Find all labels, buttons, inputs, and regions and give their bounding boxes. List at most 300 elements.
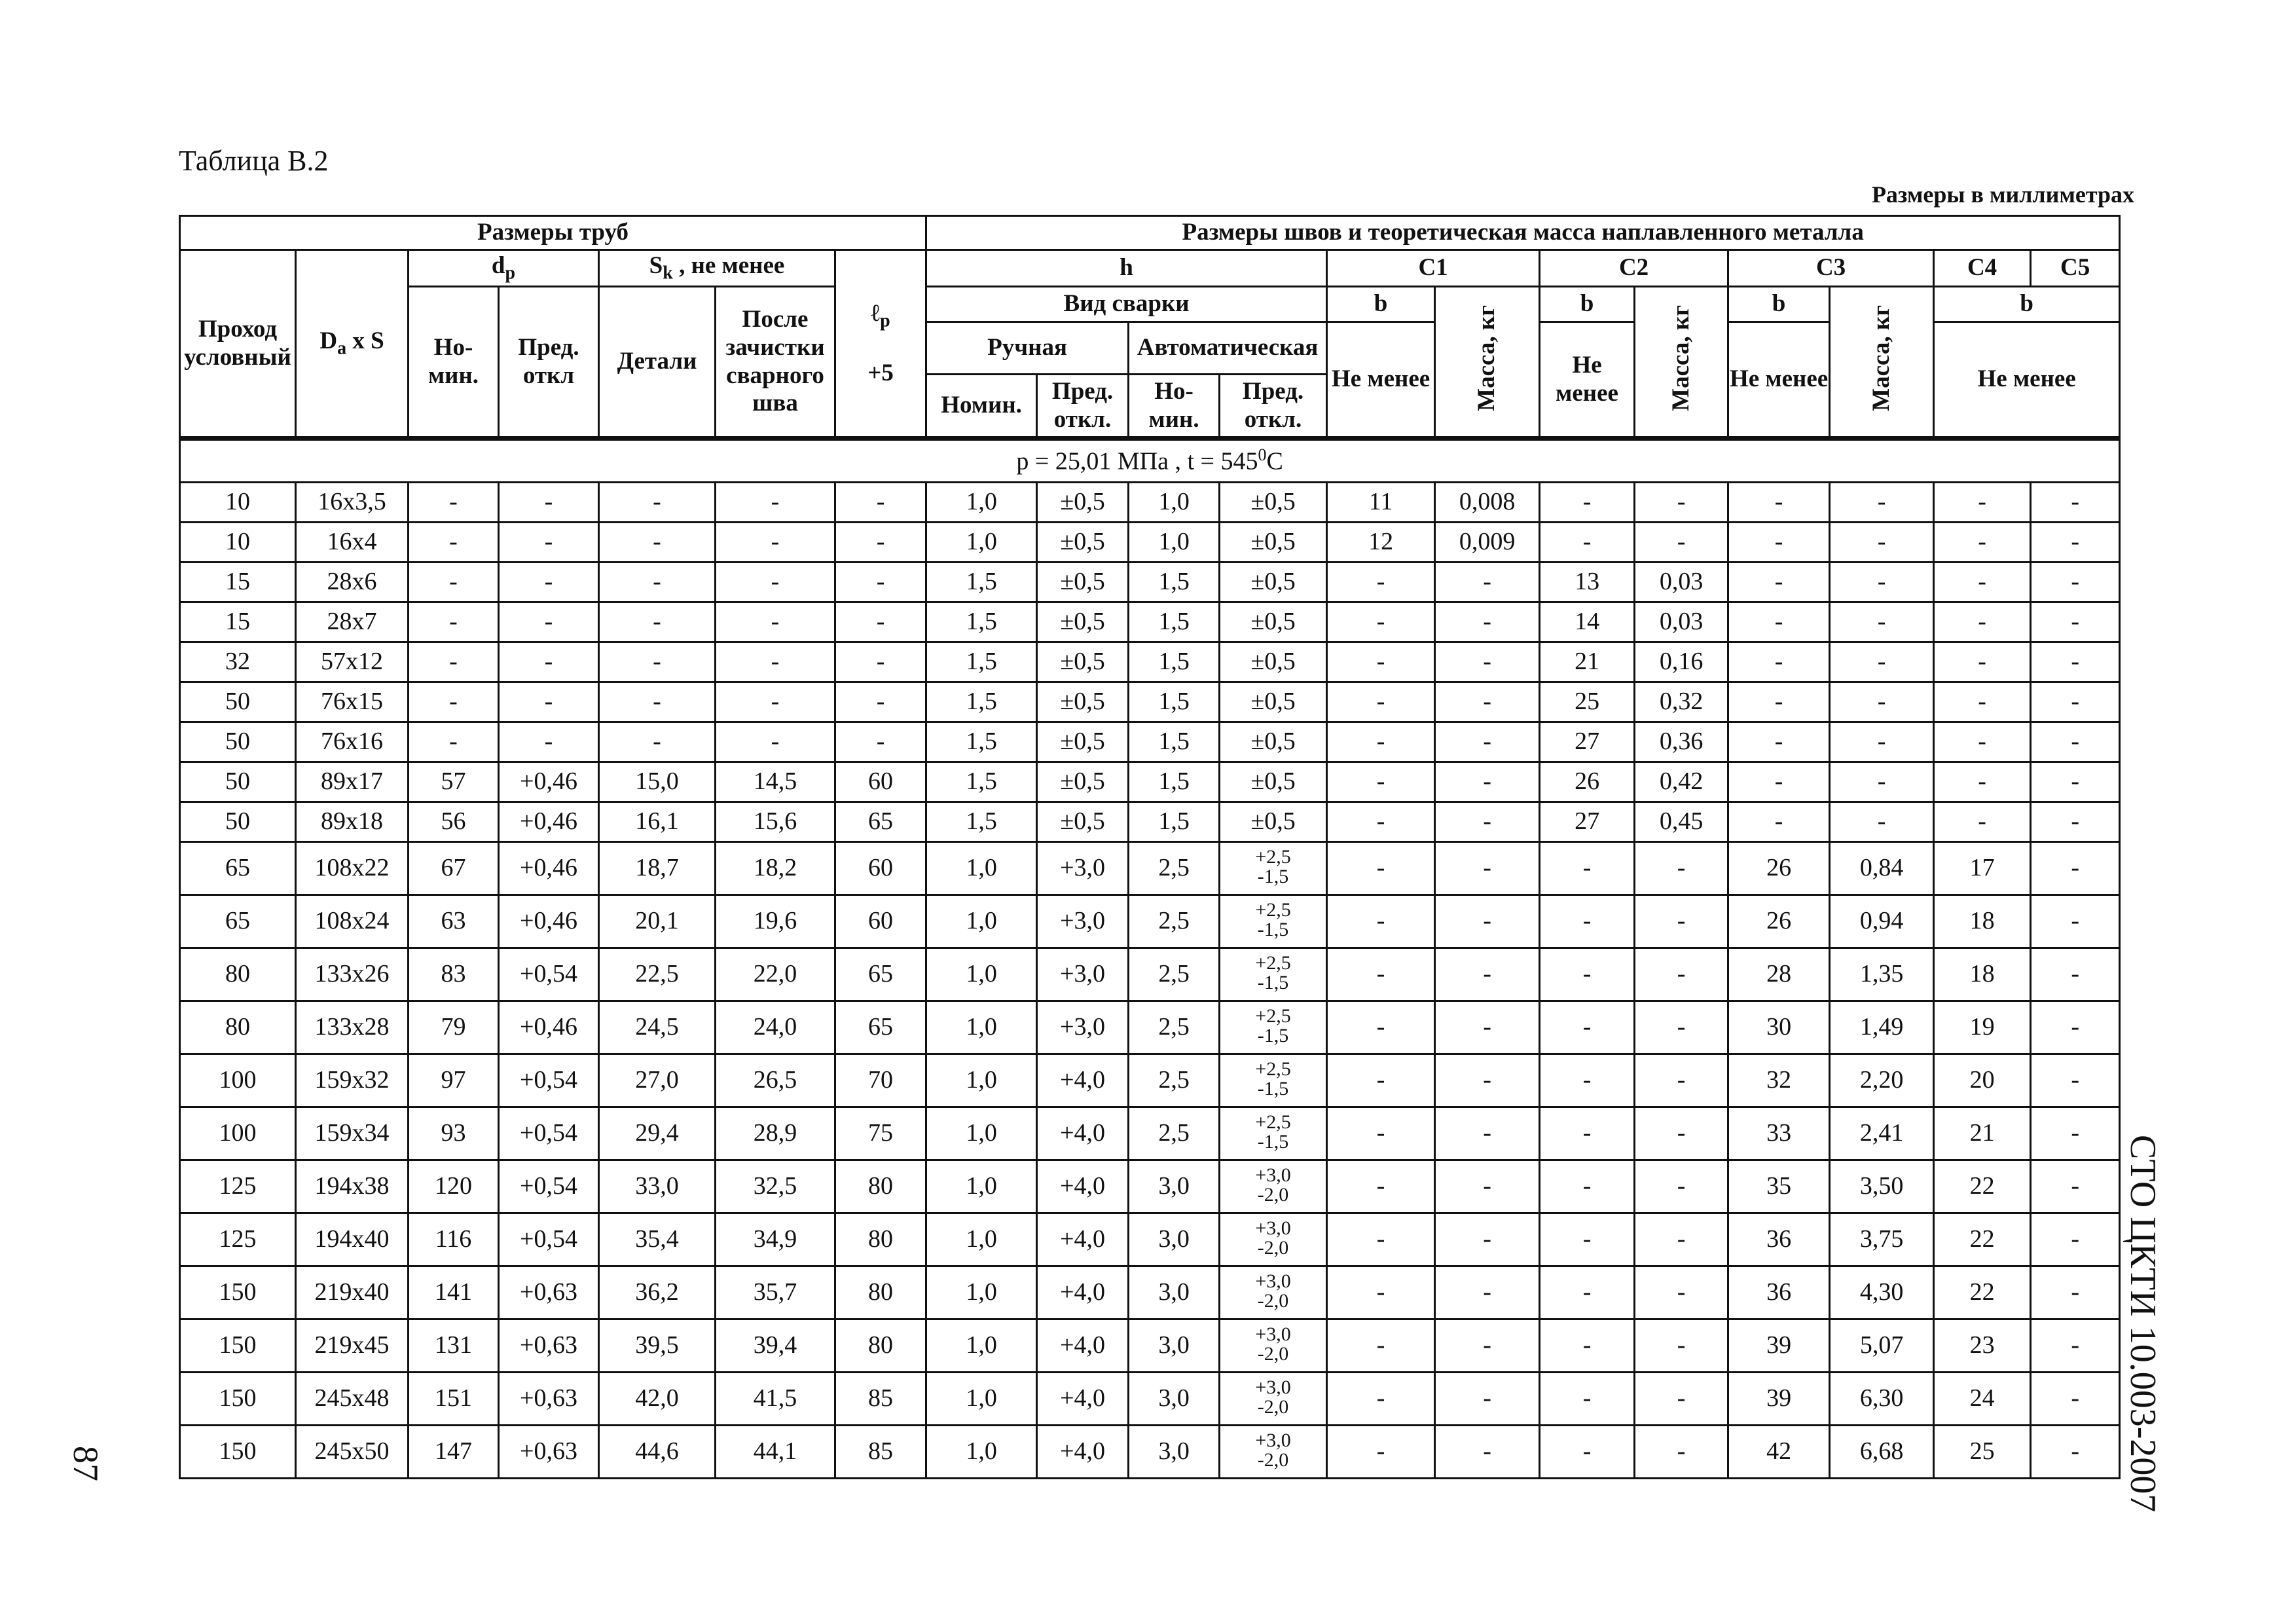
cell-h-auto-nom: 1,5 [1129,563,1220,602]
cell-sk-details: 15,0 [599,762,716,802]
cell-c5-b: - [2031,1001,2120,1054]
cell-sk-details: 35,4 [599,1213,716,1266]
cell-sk-details: 27,0 [599,1054,716,1107]
cell-c1-mass: - [1435,602,1540,642]
lp-main: ℓ [871,299,881,327]
cell-h-manual-tol: +4,0 [1037,1054,1129,1107]
cell-c3-b: 30 [1728,1001,1830,1054]
cell-nominal-bore: 50 [180,762,296,802]
da-sub: a [337,338,347,359]
cell-c3-b: - [1728,523,1830,563]
cell-lp: - [835,602,926,642]
cell-dp-tol: +0,46 [499,842,599,895]
cell-c1-mass: - [1435,1426,1540,1479]
cell-c4-b: - [1934,682,2031,722]
cell-h-manual-tol: +4,0 [1037,1320,1129,1373]
cell-c5-b: - [2031,1107,2120,1160]
cell-da-x-s: 108x22 [296,842,409,895]
cell-c5-b: - [2031,602,2120,642]
tolerance-pair: +2,5 -1,5 [1255,951,1291,993]
cell-da-x-s: 245x48 [296,1373,409,1426]
cell-h-manual-tol: +4,0 [1037,1266,1129,1320]
cell-c2-mass: 0,45 [1635,802,1728,842]
cell-c3-mass: 0,94 [1830,895,1934,948]
cell-c3-b: 39 [1728,1373,1830,1426]
table-caption: Таблица В.2 [179,145,329,177]
cell-lp: 60 [835,762,926,802]
cell-c2-b: - [1540,1266,1635,1320]
cell-dp-tol: +0,54 [499,1054,599,1107]
cell-c1-mass: - [1435,802,1540,842]
table-row [180,722,2120,762]
tolerance-pair: +3,0 -2,0 [1255,1217,1291,1259]
cell-h-auto-tol [1220,948,1327,1001]
cell-h-manual-tol: ±0,5 [1037,642,1129,682]
cell-c5-b: - [2031,762,2120,802]
cell-c5-b: - [2031,483,2120,523]
cell-dp-tol: - [499,722,599,762]
cell-dp-nom: 97 [409,1054,499,1107]
cell-sk-details: 20,1 [599,895,716,948]
cell-c2-b: - [1540,523,1635,563]
header-c2: C2 [1540,250,1728,287]
cell-dp-nom: - [409,682,499,722]
cell-h-auto-nom: 1,0 [1129,523,1220,563]
cell-c1-mass: - [1435,1266,1540,1320]
cell-c2-b: 25 [1540,682,1635,722]
cell-h-auto-tol [1220,1213,1327,1266]
tolerance-pair: +3,0 -2,0 [1255,1164,1291,1206]
cell-nominal-bore: 10 [180,483,296,523]
cell-c4-b: 24 [1934,1373,2031,1426]
cell-h-auto-tol [1220,1426,1327,1479]
table-row [180,1373,2120,1426]
cell-c2-mass: 0,16 [1635,642,1728,682]
cell-c1-b: - [1327,1001,1435,1054]
cell-sk-details: 22,5 [599,948,716,1001]
cell-h-manual-nom: 1,0 [926,1320,1037,1373]
cell-h-manual-nom: 1,0 [926,1426,1037,1479]
cell-da-x-s: 76x15 [296,682,409,722]
cell-h-manual-tol: ±0,5 [1037,523,1129,563]
cell-c3-b: 36 [1728,1266,1830,1320]
cell-sk-details: - [599,563,716,602]
cell-c2-mass: - [1635,483,1728,523]
cell-c1-mass: - [1435,1160,1540,1213]
cell-nominal-bore: 32 [180,642,296,682]
table-row [180,762,2120,802]
cell-da-x-s: 89x17 [296,762,409,802]
cell-sk-after: 24,0 [716,1001,835,1054]
cell-c4-b: 23 [1934,1320,2031,1373]
cell-h-manual-nom: 1,0 [926,1213,1037,1266]
cell-nominal-bore: 50 [180,682,296,722]
cell-sk-details: 24,5 [599,1001,716,1054]
table-row [180,1266,2120,1320]
cell-lp: 80 [835,1266,926,1320]
cell-sk-after: - [716,722,835,762]
header-c1: C1 [1327,250,1540,287]
cell-c1-mass: - [1435,682,1540,722]
cell-h-manual-tol: +3,0 [1037,895,1129,948]
tolerance-pair: +2,5 -1,5 [1255,898,1291,940]
cell-lp: 80 [835,1320,926,1373]
tolerance-pair: +3,0 -2,0 [1255,1323,1291,1365]
condition-row [180,439,2120,483]
cell-h-manual-tol: ±0,5 [1037,602,1129,642]
cell-h-auto-nom: 1,0 [1129,483,1220,523]
table-header [180,216,2120,439]
cell-h-manual-nom: 1,0 [926,1054,1037,1107]
cell-c1-mass: 0,008 [1435,483,1540,523]
cell-c3-mass: - [1830,523,1934,563]
cell-h-manual-nom: 1,5 [926,802,1037,842]
cell-c2-b: 27 [1540,722,1635,762]
cell-c1-mass: - [1435,563,1540,602]
table-row [180,1320,2120,1373]
sk-tail: , не менее [672,252,785,280]
cell-lp: 80 [835,1213,926,1266]
table-row [180,802,2120,842]
cell-c4-b: - [1934,722,2031,762]
cell-c5-b: - [2031,1373,2120,1426]
cell-c2-b: - [1540,483,1635,523]
cell-sk-after: 14,5 [716,762,835,802]
cell-h-auto-tol: ±0,5 [1220,483,1327,523]
cell-h-manual-nom: 1,0 [926,948,1037,1001]
cell-dp-nom: 79 [409,1001,499,1054]
cell-da-x-s: 16x4 [296,523,409,563]
cell-h-auto-tol [1220,1373,1327,1426]
cell-c2-mass: - [1635,948,1728,1001]
cell-c2-mass: - [1635,895,1728,948]
tolerance-pair: +2,5 -1,5 [1255,845,1291,887]
cell-lp: 60 [835,895,926,948]
cell-sk-after: - [716,642,835,682]
cell-c4-b: 19 [1934,1001,2031,1054]
cell-c2-mass: - [1635,1320,1728,1373]
cell-c2-b: - [1540,1160,1635,1213]
header-manual-tol: Пред. откл. [1037,375,1129,439]
cell-c3-mass: - [1830,682,1934,722]
cell-sk-details: 39,5 [599,1320,716,1373]
header-after-cleaning: После зачистки сварного шва [716,287,835,439]
cell-c3-mass: 6,68 [1830,1426,1934,1479]
cell-h-manual-nom: 1,5 [926,722,1037,762]
header-dp [409,250,599,287]
cell-c2-mass: - [1635,523,1728,563]
table-row [180,563,2120,602]
cell-sk-details: - [599,602,716,642]
cell-h-manual-tol: +4,0 [1037,1426,1129,1479]
cell-c3-mass: - [1830,602,1934,642]
cell-c1-b: - [1327,722,1435,762]
cell-c3-mass: 2,41 [1830,1107,1934,1160]
cell-h-manual-tol: +3,0 [1037,842,1129,895]
pipe-weld-table [179,215,2121,1479]
cell-sk-details: - [599,483,716,523]
cell-sk-after: - [716,602,835,642]
cell-c5-b: - [2031,948,2120,1001]
cell-da-x-s: 245x50 [296,1426,409,1479]
cell-c2-b: - [1540,842,1635,895]
cell-nominal-bore: 65 [180,842,296,895]
cell-h-manual-nom: 1,0 [926,1160,1037,1213]
header-automatic: Автоматическая [1129,322,1327,375]
cell-c1-mass: - [1435,1373,1540,1426]
tolerance-pair: +2,5 -1,5 [1255,1058,1291,1099]
da-main: D [319,327,338,355]
header-dp-nom: Но-мин. [409,287,499,439]
cell-c4-b: - [1934,642,2031,682]
table-row [180,1426,2120,1479]
cell-c5-b: - [2031,1266,2120,1320]
cell-c2-b: 14 [1540,602,1635,642]
cell-h-auto-tol [1220,1107,1327,1160]
header-sk [599,250,835,287]
cell-h-manual-nom: 1,0 [926,895,1037,948]
cell-c4-b: 21 [1934,1107,2031,1160]
cell-c3-mass: - [1830,642,1934,682]
cell-h-manual-tol: ±0,5 [1037,563,1129,602]
condition-sup: 0 [1258,445,1267,465]
cell-dp-tol: +0,46 [499,802,599,842]
cell-c4-b: 18 [1934,948,2031,1001]
cell-h-auto-tol [1220,842,1327,895]
cell-c2-b: 27 [1540,802,1635,842]
header-weld-dims: Размеры швов и теоретическая масса наплавленного металла [926,216,2120,250]
cell-c4-b: 22 [1934,1266,2031,1320]
condition-unit: С [1266,447,1283,475]
cell-dp-nom: - [409,602,499,642]
cell-c3-mass: 4,30 [1830,1266,1934,1320]
cell-c3-mass: 3,75 [1830,1213,1934,1266]
cell-c3-b: 35 [1728,1160,1830,1213]
cell-h-manual-nom: 1,5 [926,682,1037,722]
cell-c2-b: 13 [1540,563,1635,602]
cell-c4-b: 18 [1934,895,2031,948]
header-lp [835,250,926,439]
cell-c3-mass: 5,07 [1830,1320,1934,1373]
cell-h-auto-tol [1220,1054,1327,1107]
table-row [180,523,2120,563]
cell-c2-mass: - [1635,1213,1728,1266]
cell-dp-nom: 151 [409,1373,499,1426]
c3-mass-label: Масса, кг [1867,305,1895,412]
table-row [180,602,2120,642]
cell-sk-after: 35,7 [716,1266,835,1320]
cell-lp: - [835,642,926,682]
cell-c2-b: - [1540,1426,1635,1479]
cell-c4-b: - [1934,483,2031,523]
cell-da-x-s: 159x34 [296,1107,409,1160]
table-row [180,1107,2120,1160]
cell-c1-mass: - [1435,762,1540,802]
cell-h-auto-tol [1220,895,1327,948]
header-weld-type: Вид сварки [926,287,1327,322]
cell-nominal-bore: 150 [180,1373,296,1426]
cell-dp-nom: 93 [409,1107,499,1160]
cell-lp: 60 [835,842,926,895]
cell-nominal-bore: 50 [180,802,296,842]
cell-lp: 85 [835,1426,926,1479]
table-row [180,842,2120,895]
cell-c3-mass: 1,35 [1830,948,1934,1001]
cell-lp: 65 [835,802,926,842]
table-row [180,948,2120,1001]
cell-c3-b: - [1728,802,1830,842]
cell-lp: - [835,722,926,762]
cell-c5-b: - [2031,642,2120,682]
cell-c1-mass: - [1435,895,1540,948]
cell-c3-mass: - [1830,762,1934,802]
cell-c3-b: - [1728,762,1830,802]
cell-c4-b: - [1934,523,2031,563]
cell-c5-b: - [2031,1213,2120,1266]
cell-h-manual-tol: ±0,5 [1037,722,1129,762]
cell-sk-after: 32,5 [716,1160,835,1213]
cell-dp-nom: - [409,483,499,523]
cell-c1-b: - [1327,1213,1435,1266]
header-auto-nom: Но-мин. [1129,375,1220,439]
cell-sk-after: 41,5 [716,1373,835,1426]
document-code: СТО ЦКТИ 10.003-2007 [2123,1135,2163,1513]
cell-da-x-s: 219x45 [296,1320,409,1373]
cell-c2-mass: 0,03 [1635,602,1728,642]
cell-nominal-bore: 150 [180,1426,296,1479]
cell-c1-b: - [1327,1373,1435,1426]
cell-c1-mass: - [1435,1001,1540,1054]
cell-nominal-bore: 80 [180,948,296,1001]
cell-lp: - [835,483,926,523]
cell-h-auto-nom: 2,5 [1129,842,1220,895]
cell-h-manual-nom: 1,0 [926,483,1037,523]
cell-da-x-s: 89x18 [296,802,409,842]
cell-c3-b: 36 [1728,1213,1830,1266]
cell-c2-b: - [1540,1320,1635,1373]
cell-h-auto-tol: ±0,5 [1220,722,1327,762]
cell-dp-tol: +0,54 [499,1107,599,1160]
cell-c1-b: 11 [1327,483,1435,523]
cell-h-auto-tol: ±0,5 [1220,523,1327,563]
header-c2-mass [1635,287,1728,439]
units-note: Размеры в миллиметрах [1871,181,2134,208]
cell-c1-b: - [1327,1426,1435,1479]
tolerance-pair: +3,0 -2,0 [1255,1270,1291,1312]
cell-c3-b: 42 [1728,1426,1830,1479]
cell-h-auto-nom: 1,5 [1129,602,1220,642]
cell-c2-b: - [1540,1054,1635,1107]
cell-h-auto-tol [1220,1320,1327,1373]
header-manual-nom: Номин. [926,375,1037,439]
cell-h-auto-nom: 2,5 [1129,1054,1220,1107]
cell-c3-mass: 0,84 [1830,842,1934,895]
cell-c5-b: - [2031,895,2120,948]
cell-sk-after: 15,6 [716,802,835,842]
cell-sk-after: 28,9 [716,1107,835,1160]
cell-h-manual-nom: 1,0 [926,1373,1037,1426]
cell-h-manual-nom: 1,5 [926,602,1037,642]
cell-c2-mass: - [1635,1426,1728,1479]
cell-da-x-s: 159x32 [296,1054,409,1107]
cell-c2-mass: - [1635,1373,1728,1426]
cell-h-auto-tol [1220,1266,1327,1320]
header-c2-b: b [1540,287,1635,322]
cell-dp-tol: +0,63 [499,1373,599,1426]
cell-sk-after: - [716,682,835,722]
cell-sk-details: - [599,642,716,682]
cell-c3-b: 26 [1728,842,1830,895]
cell-c5-b: - [2031,1426,2120,1479]
cell-dp-nom: 56 [409,802,499,842]
cell-c3-mass: 6,30 [1830,1373,1934,1426]
cell-h-auto-nom: 3,0 [1129,1320,1220,1373]
cell-lp: - [835,563,926,602]
cell-c3-mass: - [1830,722,1934,762]
cell-c1-b: - [1327,602,1435,642]
cell-h-manual-tol: +4,0 [1037,1107,1129,1160]
cell-h-auto-nom: 2,5 [1129,895,1220,948]
cell-da-x-s: 16x3,5 [296,483,409,523]
cell-h-manual-tol: +4,0 [1037,1213,1129,1266]
cell-da-x-s: 108x24 [296,895,409,948]
cell-h-auto-nom: 2,5 [1129,948,1220,1001]
cell-c1-b: - [1327,1107,1435,1160]
cell-nominal-bore: 150 [180,1266,296,1320]
cell-da-x-s: 133x28 [296,1001,409,1054]
cell-h-auto-tol [1220,1160,1327,1213]
cell-c3-b: 28 [1728,948,1830,1001]
cell-lp: - [835,682,926,722]
dp-sub: p [505,263,516,284]
cell-c3-b: - [1728,563,1830,602]
header-c3-not-less: Не менее [1728,322,1830,439]
cell-h-manual-nom: 1,0 [926,842,1037,895]
cell-lp: - [835,523,926,563]
cell-da-x-s: 219x40 [296,1266,409,1320]
cell-h-auto-nom: 2,5 [1129,1001,1220,1054]
cell-c1-b: - [1327,682,1435,722]
cell-h-auto-nom: 3,0 [1129,1160,1220,1213]
cell-sk-after: - [716,483,835,523]
dp-main: d [491,252,505,280]
cell-c1-b: - [1327,948,1435,1001]
header-c45-b: b [1934,287,2120,322]
header-c1-b: b [1327,287,1435,322]
cell-h-manual-tol: ±0,5 [1037,483,1129,523]
cell-c1-mass: - [1435,642,1540,682]
cell-sk-after: 44,1 [716,1426,835,1479]
cell-h-manual-nom: 1,0 [926,523,1037,563]
cell-dp-tol: +0,54 [499,1160,599,1213]
cell-lp: 65 [835,1001,926,1054]
cell-c1-b: - [1327,642,1435,682]
cell-sk-details: 44,6 [599,1426,716,1479]
cell-dp-nom: - [409,722,499,762]
cell-dp-tol: +0,63 [499,1320,599,1373]
cell-h-manual-tol: +4,0 [1037,1160,1129,1213]
cell-c1-b: - [1327,1054,1435,1107]
cell-c3-mass: - [1830,563,1934,602]
cell-h-manual-nom: 1,0 [926,1266,1037,1320]
cell-c4-b: - [1934,563,2031,602]
cell-h-manual-tol: +4,0 [1037,1373,1129,1426]
cell-dp-tol: +0,54 [499,1213,599,1266]
cell-nominal-bore: 150 [180,1320,296,1373]
header-c3-b: b [1728,287,1830,322]
cell-h-auto-tol: ±0,5 [1220,762,1327,802]
cell-h-auto-nom: 1,5 [1129,762,1220,802]
